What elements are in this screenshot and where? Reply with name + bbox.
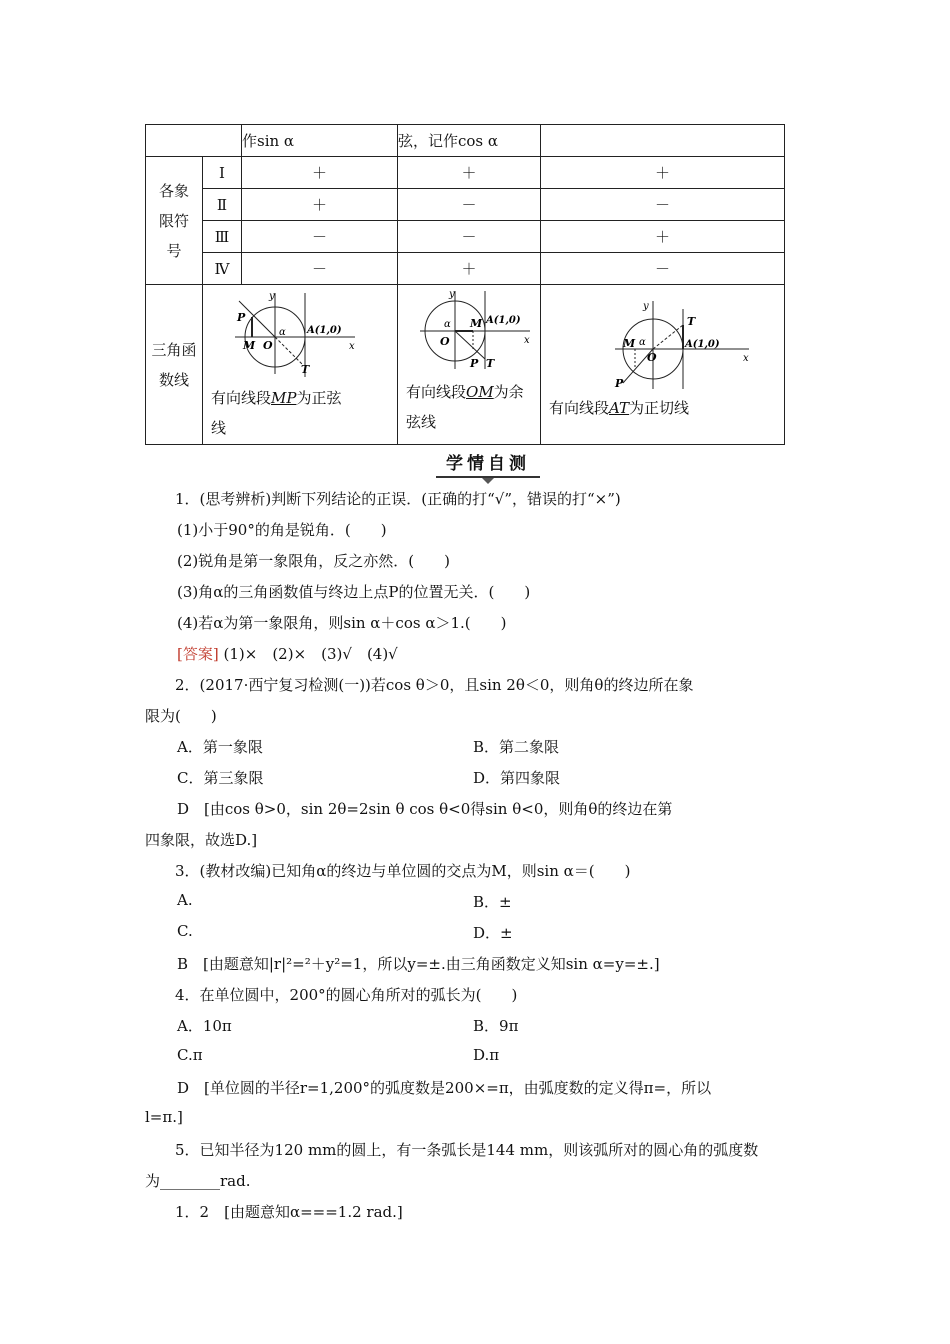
sign-cos-II: － [398,189,541,221]
q4-stem: 4．在单位圆中，200°的圆心角所对的弧长为( ) [175,986,518,1004]
point-A: A(1,0) [486,315,521,326]
quadrant-sign-label: 各象限符号 [146,157,203,285]
point-M: M [470,317,483,330]
sine-line-diagram [225,289,395,379]
q2-stem-cont: 限为( ) [145,707,217,725]
sign-tan-IV: － [541,253,785,285]
q4-option-d: D.π [473,1046,500,1064]
q3-option-c: C. [177,922,193,940]
q1-item-3: (3)角α的三角函数值与终边上点P的位置无关．( ) [177,583,531,601]
q1-stem: 1．(思考辨析)判断下列结论的正误．(正确的打“√”，错误的打“×”) [175,490,621,508]
point-T: T [687,315,696,328]
q3-option-a: A. [177,891,193,909]
q3-stem: 3．(教材改编)已知角α的终边与单位圆的交点为M，则sin α＝( ) [175,862,631,880]
section-banner: 学情自测 [436,450,540,478]
point-T: T [301,363,310,376]
point-A: A(1,0) [685,339,720,350]
q2-solution: D [由cos θ>0，sin 2θ=2sin θ cos θ<0得sin θ<0，则角θ的终边在第 [177,800,673,818]
tangent-line-diagram [609,295,759,391]
cosine-line-caption: 有向线段OM为余 弦线 [406,383,524,431]
quadrant-II: Ⅱ [203,189,242,221]
q2-option-a: A．第一象限 [177,738,263,756]
point-P: P [615,377,624,390]
angle-alpha: α [639,337,646,348]
sign-cos-I: ＋ [398,157,541,189]
point-M: M [243,339,256,352]
answer-label: [答案] [177,645,219,663]
angle-alpha: α [279,327,286,338]
exercise-body [145,488,810,1228]
banner-decoration [436,450,540,486]
q4-option-a: A．10π [177,1017,232,1035]
point-M: M [623,337,636,350]
sine-line-cell [203,285,398,445]
point-A: A(1,0) [307,325,342,336]
point-T: T [486,357,495,370]
cosine-line-cell [398,285,541,445]
sign-sin-II: ＋ [242,189,398,221]
sign-tan-II: － [541,189,785,221]
q2-stem: 2．(2017·西宁复习检测(一))若cos θ＞0，且sin 2θ＜0，则角θ的终边所在象 [175,676,694,694]
trig-line-label: 三角函 数线 [146,285,203,445]
quadrant-III: Ⅲ [203,221,242,253]
tangent-line-caption: 有向线段AT为正切线 [549,399,690,417]
quadrant-IV: Ⅳ [203,253,242,285]
tangent-line-cell [541,285,785,445]
q1-item-4: (4)若α为第一象限角，则sin α＋cos α＞1.( ) [177,614,507,632]
q2-option-c: C．第三象限 [177,769,264,787]
sign-sin-III: － [242,221,398,253]
cosine-line-diagram [410,287,540,371]
q5-stem: 5．已知半径为120 mm的圆上，有一条弧长是144 mm，则该弧所对的圆心角的弧度数 [175,1141,759,1159]
q5-solution: 1．2 [由题意知α===1.2 rad.] [175,1203,403,1221]
q4-solution: D [单位圆的半径r=1,200°的弧度数是200×=π，由弧度数的定义得π=，所以 [177,1079,712,1097]
point-O: O [647,351,657,364]
tan-def-cell [541,125,785,157]
q3-option-b: B．± [473,893,512,911]
empty-cell [146,125,242,157]
y-axis-label: y [449,289,455,300]
q5-stem-cont: 为________rad. [145,1172,251,1190]
point-O: O [440,335,450,348]
point-O: O [263,339,273,352]
cos-def-cell: 弦，记作cos α [398,125,541,157]
point-P: P [470,357,479,370]
q4-solution-cont: l=π.] [145,1108,183,1126]
sign-tan-III: ＋ [541,221,785,253]
y-axis-label: y [269,291,275,302]
angle-alpha: α [444,319,451,330]
point-P: P [237,311,246,324]
q3-option-d: D．± [473,924,513,942]
q3-solution: B [由题意知|r|²=²＋y²=1，所以y=±.由三角函数定义知sin α=y=±.] [177,955,660,973]
sign-sin-IV: － [242,253,398,285]
sign-sin-I: ＋ [242,157,398,189]
x-axis-label: x [349,341,355,352]
quadrant-I: Ⅰ [203,157,242,189]
q2-solution-cont: 四象限，故选D.] [145,831,258,849]
sign-cos-IV: ＋ [398,253,541,285]
sign-cos-III: － [398,221,541,253]
q2-option-b: B．第二象限 [473,738,560,756]
y-axis-label: y [643,301,649,312]
q2-option-d: D．第四象限 [473,769,561,787]
sin-def-cell: 作sin α [242,125,398,157]
sine-line-caption: 有向线段MP为正弦 线 [211,389,342,437]
sign-tan-I: ＋ [541,157,785,189]
q4-option-c: C.π [177,1046,203,1064]
q1-answer: [答案] (1)× (2)× (3)√ (4)√ [177,645,398,663]
q4-option-b: B．9π [473,1017,519,1035]
x-axis-label: x [524,335,530,346]
q1-item-1: (1)小于90°的角是锐角．( ) [177,521,387,539]
trig-table [145,124,785,445]
q1-item-2: (2)锐角是第一象限角，反之亦然．( ) [177,552,450,570]
x-axis-label: x [743,353,749,364]
